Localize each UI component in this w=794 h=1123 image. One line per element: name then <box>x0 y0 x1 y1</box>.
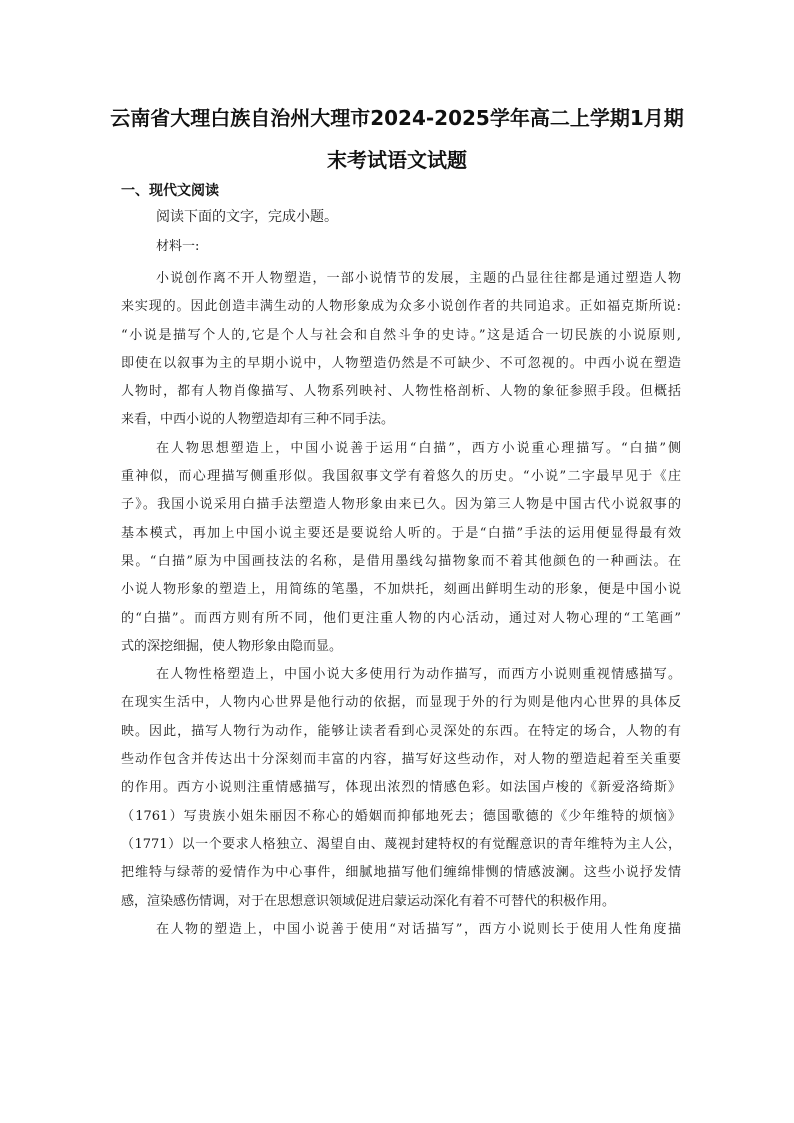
text-line: 小说创作离不开人物塑造，一部小说情节的发展，主题的凸显往往都是通过塑造人物 <box>156 271 681 286</box>
text-line: 在人物思想塑造上，中国小说善于运用“白描”，西方小说重心理描写。“白描”侧 <box>156 440 681 456</box>
text-line: 的作用。西方小说则注重情感描写，体现出浓烈的情感色彩。如法国卢梭的《新爱洛绮斯》 <box>121 780 681 796</box>
text-line: 在人物的塑造上，中国小说善于使用“对话描写”，西方小说则长于使用人性角度描 <box>156 921 681 937</box>
text-line: 映。因此，描写人物行为动作，能够让读者看到心灵深处的东西。在特定的场合，人物的有 <box>121 723 681 739</box>
document-title-line-2: 末考试语文试题 <box>327 148 467 172</box>
paragraph-3 <box>121 661 681 916</box>
text-line: 些动作包含并传达出十分深刻而丰富的内容，描写好这些动作，对人物的塑造起着至关重要 <box>121 752 681 768</box>
paragraph-4 <box>121 916 681 944</box>
text-line: “小说是描写个人的,它是个人与社会和自然斗争的史诗。”这是适合一切民族的小说原则, <box>121 327 681 343</box>
text-line: （1761）写贵族小姐朱丽因不称心的婚姻而抑郁地死去；德国歌德的《少年维特的烦恼》 <box>121 808 681 824</box>
text-line: 小说人物形象的塑造上，用简练的笔墨，不加烘托，刻画出鲜明生动的形象，便是中国小说 <box>121 582 681 598</box>
text-line: 式的深挖细掘，使人物形象由隐而显。 <box>121 638 343 654</box>
section-heading: 一、现代文阅读 <box>121 183 219 199</box>
article-body <box>121 265 681 944</box>
text-line: 重神似，而心理描写侧重形似。我国叙事文学有着悠久的历史。“小说”二字最早见于《庄 <box>121 469 681 485</box>
text-line: 即使在以叙事为主的早期小说中，人物塑造仍然是不可缺少、不可忽视的。中西小说在塑造 <box>121 355 681 371</box>
paragraph-2 <box>121 435 681 661</box>
document-title-line-1: 云南省大理白族自治州大理市2024-2025学年高二上学期1月期 <box>110 106 684 130</box>
text-line: 来实现的。因此创造丰满生动的人物形象成为众多小说创作者的共同追求。正如福克斯所说: <box>121 299 681 315</box>
material-label: 材料一: <box>156 239 200 254</box>
text-line: （1771）以一个要求人格独立、渴望自由、蔑视封建特权的有觉醒意识的青年维特为主人公， <box>121 836 681 852</box>
text-line: 在人物性格塑造上，中国小说大多使用行为动作描写，而西方小说则重视情感描写。 <box>156 667 681 683</box>
text-line: 果。“白描”原为中国画技法的名称，是借用墨线勾描物象而不着其他颜色的一种画法。在 <box>121 553 681 569</box>
paragraph-1 <box>121 265 681 435</box>
text-line: 人物时，都有人物肖像描写、人物系列映衬、人物性格剖析、人物的象征参照手段。但概括 <box>121 384 681 400</box>
text-line: 在现实生活中，人物内心世界是他行动的依据，而显现于外的行为则是他内心世界的具体反 <box>121 695 681 711</box>
text-line: 的“白描”。而西方则有所不同，他们更注重人物的内心活动，通过对人物心理的“工笔画” <box>121 610 681 626</box>
text-line: 来看，中西小说的人物塑造却有三种不同手法。 <box>121 412 395 428</box>
text-line: 感，渲染感伤情调，对于在思想意识领域促进启蒙运动深化有着不可替代的积极作用。 <box>121 893 616 909</box>
text-line: 基本模式，再加上中国小说主要还是要说给人听的。于是“白描”手法的运用便显得最有效 <box>121 525 681 541</box>
text-line: 把维特与绿蒂的爱情作为中心事件，细腻地描写他们缠绵悱恻的情感波澜。这些小说抒发情 <box>121 865 681 881</box>
text-line: 子》。我国小说采用白描手法塑造人物形象由来已久。因为第三人物是中国古代小说叙事的 <box>121 497 681 513</box>
reading-instruction: 阅读下面的文字，完成小题。 <box>156 209 338 225</box>
